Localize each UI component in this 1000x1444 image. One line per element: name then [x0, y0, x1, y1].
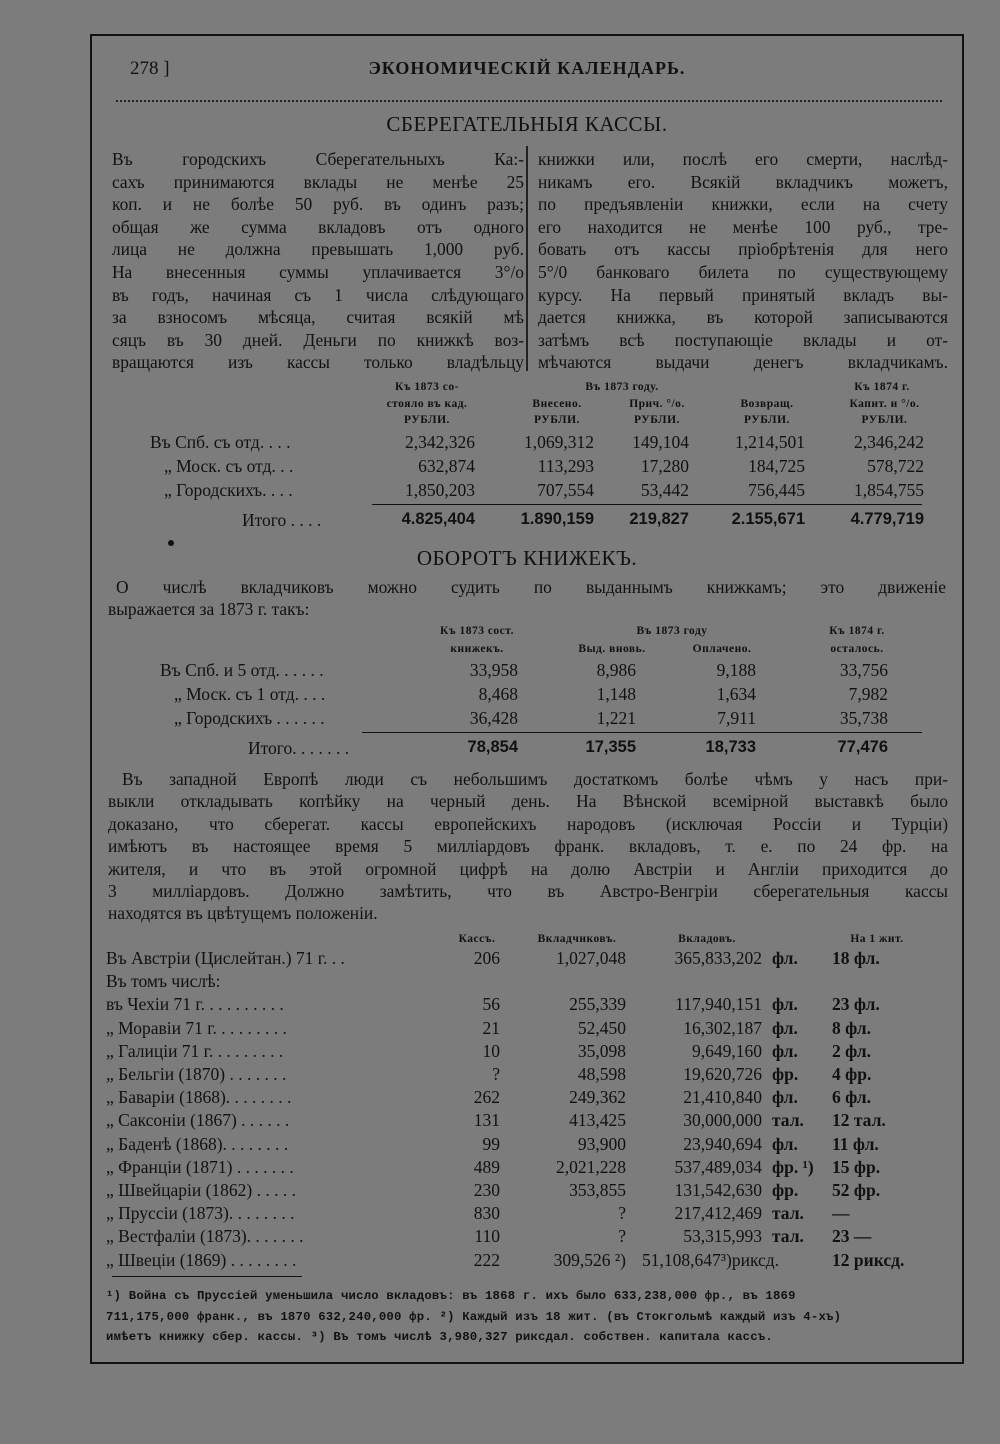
cell-per: 11 фл.: [832, 1133, 879, 1154]
table-row: [92, 684, 962, 708]
cell-kass: 830: [473, 1203, 500, 1224]
savings-table: [92, 380, 962, 540]
t3-header: Кассъ.: [458, 933, 496, 945]
t2-group-header: Къ 1873 сост.: [440, 625, 514, 637]
paragraph-line: доказано, что сберегат. кассы европейскихъ народовъ (исключая Россіи и Турціи): [108, 813, 948, 834]
text-line: по предъявленіи книжки, если на счету: [538, 194, 948, 215]
cell-value: 632,874: [418, 456, 475, 476]
cell-value: 149,104: [632, 432, 689, 452]
cell-value: 578,722: [867, 456, 924, 476]
t1-unit: РУБЛИ.: [534, 414, 580, 426]
footnote-line: имѣетъ книжку сбер. кассы. ³) Въ томъ числѣ 3,980,327 риксдал. собствен. капитала кассъ.: [106, 1330, 773, 1345]
cell-unit: фл.: [772, 1087, 798, 1108]
total-rule: [372, 504, 922, 505]
cell-kass: 206: [473, 948, 500, 968]
cell-kass: 110: [474, 1226, 500, 1247]
cell-value: 8,468: [478, 684, 518, 704]
cell-kass: 10: [482, 1040, 500, 1061]
paragraph-line: жителя, и что въ этой огромной цифрѣ на долю Австріи и Англіи приходится до: [108, 858, 948, 879]
cell-per: 12 риксд.: [832, 1249, 905, 1270]
cell-value: 17,280: [640, 456, 689, 476]
t1-group-header-1874: Къ 1874 г.: [854, 381, 910, 393]
cell-unit: фл.: [772, 1133, 798, 1154]
cell-sum: 131,542,630: [674, 1180, 762, 1200]
table-row: [92, 1018, 962, 1042]
cell-vklad: 52,450: [577, 1017, 626, 1038]
cell-value: 1,221: [596, 708, 636, 728]
paragraph-line: находятся въ цвѣтущемъ положеніи.: [108, 903, 378, 924]
t1-subheader: Прич. °/o.: [629, 398, 685, 410]
text-line: дается книжка, въ которой записываются: [538, 307, 948, 328]
cell-unit: фл.: [772, 1040, 798, 1061]
t2-group-header: Къ 1874 г.: [829, 625, 885, 637]
cell-vklad: 309,526 ²): [553, 1249, 626, 1270]
cell-sum: 16,302,187: [683, 1017, 762, 1038]
t1-subheader: стояло въ кад.: [386, 398, 468, 410]
total-value: 77,476: [837, 738, 888, 756]
text-line: его находится не менѣе 100 руб., тре-: [538, 216, 948, 237]
paragraph-line: имѣютъ въ настоящее время 5 милліардовъ франк. вкладовъ, т. е. по 24 фр. на: [108, 836, 948, 857]
text-line: На внесенныя суммы уплачивается 3°/o: [112, 261, 524, 282]
row-label: „ Бельгіи (1870) . . . . . . .: [106, 1064, 287, 1084]
row-label: „ Моск. съ 1 отд. . . .: [174, 684, 326, 704]
cell-kass: 21: [482, 1017, 500, 1038]
cell-sum: 23,940,694: [683, 1133, 762, 1154]
table-row: [92, 1203, 962, 1227]
cell-sum: 21,410,840: [683, 1087, 762, 1108]
t1-unit: РУБЛИ.: [404, 414, 450, 426]
table-row: [92, 994, 962, 1018]
cell-unit: фл.: [772, 1017, 798, 1038]
total-value: 1.890,159: [520, 510, 594, 528]
table-row: [92, 456, 962, 480]
cell-vklad: 1,027,048: [556, 948, 626, 968]
cell-kass: ?: [492, 1064, 500, 1084]
total-value: 78,854: [467, 738, 518, 756]
europe-paragraph: [108, 768, 948, 925]
total-value: 17,355: [585, 738, 636, 756]
table-row: [92, 1110, 962, 1134]
cell-value: 1,069,312: [524, 432, 594, 452]
text-line: общая же сумма вкладовъ отъ одного: [112, 216, 524, 237]
cell-vklad: 93,900: [577, 1133, 626, 1154]
row-label: „ Вестфаліи (1873). . . . . . .: [106, 1226, 304, 1247]
table-row: [92, 948, 962, 972]
t2-subheader: книжекъ.: [450, 643, 504, 655]
cell-sum: 19,620,726: [683, 1064, 762, 1084]
text-line: курсу. На первый принятый вкладъ вы-: [538, 284, 948, 305]
cell-value: 8,986: [596, 660, 636, 680]
cell-vklad: 353,855: [569, 1180, 626, 1200]
cell-per: —: [832, 1203, 850, 1224]
row-label: Въ Спб. съ отд. . . .: [150, 432, 291, 452]
cell-per: 15 фр.: [832, 1156, 881, 1177]
table-row: [92, 660, 962, 684]
text-line: за взносомъ мѣсяца, считая всякій мѣ: [112, 307, 524, 328]
cell-per: 23 фл.: [832, 994, 880, 1015]
row-label: „ Моск. съ отд. . .: [164, 456, 294, 476]
t1-subheader: Внесено.: [532, 398, 582, 410]
text-line: Въ городскихъ Сберегательныхъ Ка:-: [112, 149, 524, 169]
column-divider: [526, 146, 528, 371]
cell-per: 23 —: [832, 1226, 872, 1247]
row-label: „ Баденѣ (1868). . . . . . . .: [106, 1133, 289, 1154]
cell-value: 53,442: [640, 480, 689, 500]
text-line: никамъ его. Всякій вкладчикъ можетъ,: [538, 171, 948, 192]
cell-value: 2,346,242: [854, 432, 924, 452]
text-line: бовать отъ кассы пріобрѣтенія для него: [538, 239, 948, 260]
t1-group-header-year: Въ 1873 году.: [585, 381, 659, 393]
t1-unit: РУБЛИ.: [634, 414, 680, 426]
cell-value: 36,428: [469, 708, 518, 728]
page-number: 278 ]: [130, 58, 170, 79]
row-label: „ Городскихъ. . . .: [164, 480, 293, 500]
t2-subheader: осталось.: [830, 643, 884, 655]
paragraph-line: выкли откладывать копѣйку на черный день. На Вѣнской всемірной выставкѣ было: [108, 791, 948, 812]
cell-per: 52 фр.: [832, 1180, 881, 1200]
row-label: „ Городскихъ . . . . . .: [174, 708, 325, 728]
cell-value: 35,738: [839, 708, 888, 728]
text-line: сахъ принимаются вклады не менѣе 25: [112, 171, 524, 192]
table-row: [92, 1226, 962, 1250]
table-row: [92, 1087, 962, 1111]
t1-unit: РУБЛИ.: [861, 414, 908, 426]
cell-per: 4 фр.: [832, 1064, 872, 1084]
cell-value: 707,554: [537, 480, 594, 500]
text-line: мѣчаются выдачи денегъ вкладчикамъ.: [538, 352, 948, 373]
cell-value: 1,148: [596, 684, 636, 704]
t2-subheader: Оплачено.: [692, 643, 752, 655]
cell-vklad: ?: [618, 1203, 626, 1224]
row-label: „ Швейцаріи (1862) . . . . .: [106, 1180, 296, 1200]
total-label: Итого. . . . . . .: [248, 738, 350, 758]
cell-sum: 30,000,000: [683, 1110, 762, 1131]
table-row: [92, 432, 962, 456]
row-label: „ Галиціи 71 г. . . . . . . . .: [106, 1040, 284, 1061]
europe-savings-table: [92, 932, 962, 1272]
cell-value: 1,850,203: [405, 480, 475, 500]
cell-value: 184,725: [748, 456, 805, 476]
total-value: 18,733: [705, 738, 756, 756]
left-column-text: [112, 148, 524, 374]
row-label: Въ томъ числѣ:: [106, 971, 221, 992]
cell-sum: 537,489,034: [674, 1156, 762, 1177]
books-intro-line2: выражается за 1873 г. такъ:: [108, 599, 310, 619]
cell-kass: 262: [473, 1087, 500, 1108]
cell-sum: 217,412,469: [674, 1203, 762, 1224]
cell-sum: 117,940,151: [675, 994, 762, 1015]
text-line: лица не должна превышать 1,000 руб.: [112, 239, 524, 260]
cell-value: 1,854,755: [854, 480, 924, 500]
cell-unit: фр. ¹): [772, 1156, 814, 1177]
row-label: въ Чехіи 71 г. . . . . . . . . .: [106, 994, 284, 1015]
table-row: [92, 1250, 962, 1274]
t2-subheader: Выд. вновь.: [578, 643, 646, 655]
cell-unit: фл.: [772, 994, 798, 1015]
cell-value: 2,342,326: [405, 432, 475, 452]
table-row: [92, 1180, 962, 1204]
total-row: [92, 738, 962, 762]
cell-value: 756,445: [748, 480, 805, 500]
text-line: затѣмъ всѣ поступающіе вклады и от-: [538, 329, 948, 350]
total-value: 2.155,671: [731, 510, 805, 528]
cell-sum: 53,315,993: [683, 1226, 762, 1247]
row-label: „ Швеціи (1869) . . . . . . . .: [106, 1249, 297, 1270]
cell-kass: 489: [473, 1156, 500, 1177]
cell-unit: фр.: [772, 1180, 799, 1200]
cell-per: 8 фл.: [832, 1017, 871, 1038]
cell-value: 7,911: [717, 708, 756, 728]
cell-value: 33,756: [839, 660, 888, 680]
cell-vklad: 48,598: [577, 1064, 626, 1084]
cell-unit: тал.: [772, 1226, 804, 1247]
cell-unit: тал.: [772, 1203, 804, 1224]
row-label: Въ Спб. и 5 отд. . . . . .: [160, 660, 324, 680]
table-row: [92, 708, 962, 732]
t1-unit: РУБЛИ.: [744, 414, 790, 426]
total-value: 4.779,719: [850, 510, 924, 528]
t2-group-header: Въ 1873 году: [636, 625, 708, 637]
cell-per: 12 тал.: [832, 1110, 886, 1131]
t1-group-header-1873: Къ 1873 со-: [395, 381, 459, 393]
footnotes: [106, 1286, 948, 1348]
t3-header: Вкладчиковъ.: [537, 933, 617, 945]
t1-subheader: Возвращ.: [740, 398, 794, 410]
footnote-line: ¹) Война съ Пруссіей уменьшила число вкладовъ: въ 1868 г. ихъ было 633,238,000 фр., въ 1869: [106, 1289, 796, 1303]
row-label: „ Моравіи 71 г. . . . . . . . .: [106, 1017, 287, 1038]
row-label: „ Саксоніи (1867) . . . . . .: [106, 1110, 290, 1131]
page-header: [92, 44, 962, 88]
cell-sum: 365,833,202: [674, 948, 762, 968]
cell-kass: 56: [482, 994, 500, 1015]
cell-value: 1,214,501: [735, 432, 805, 452]
right-column-text: [538, 148, 948, 374]
cell-per: 2 фл.: [832, 1040, 871, 1061]
cell-value: 9,188: [716, 660, 756, 680]
cell-sum: 9,649,160: [692, 1040, 762, 1061]
total-rule: [362, 732, 922, 733]
cell-kass: 99: [482, 1133, 500, 1154]
cell-unit: фл.: [772, 948, 798, 968]
footnote-rule: [112, 1276, 302, 1277]
table-row: [92, 1064, 962, 1088]
cell-kass: 230: [473, 1180, 500, 1200]
total-row: [92, 510, 962, 534]
cell-vklad: ?: [618, 1226, 626, 1247]
row-label: „ Франціи (1871) . . . . . . .: [106, 1156, 294, 1177]
text-line: коп. и не болѣе 50 руб. въ одинъ разъ;: [112, 194, 524, 215]
cell-vklad: 249,362: [569, 1087, 626, 1108]
cell-unit: тал.: [772, 1110, 804, 1131]
cell-value: 1,634: [716, 684, 756, 704]
books-table: [92, 624, 962, 758]
cell-value: 33,958: [469, 660, 518, 680]
cell-value: 7,982: [848, 684, 888, 704]
row-label: „ Пруссіи (1873). . . . . . . .: [106, 1203, 295, 1224]
cell-vklad: 255,339: [569, 994, 626, 1015]
text-line: 5°/0 банковаго билета по существующему: [538, 261, 948, 282]
row-label: „ Баваріи (1868). . . . . . . .: [106, 1087, 292, 1108]
cell-vklad: 35,098: [577, 1040, 626, 1061]
total-value: 219,827: [629, 510, 689, 528]
table-row: [92, 1157, 962, 1181]
book-page: [90, 34, 964, 1364]
cell-value: 113,293: [537, 456, 594, 476]
cell-sum: 51,108,647³)риксд.: [642, 1249, 780, 1270]
cell-vklad: 2,021,228: [556, 1156, 626, 1177]
cell-unit: фр.: [772, 1064, 799, 1084]
total-value: 4.825,404: [401, 510, 475, 528]
cell-kass: 222: [473, 1249, 500, 1270]
cell-per: 18 фл.: [832, 948, 880, 968]
table-row: [92, 971, 962, 995]
paragraph-line: 3 милліардовъ. Должно замѣтить, что въ Австро-Венгріи сберегательныя кассы: [108, 881, 948, 902]
text-line: вращаются изъ кассы только владѣльцу: [112, 352, 524, 373]
section-title-books: ОБОРОТЪ КНИЖЕКЪ.: [416, 546, 638, 570]
t3-header: На 1 жит.: [850, 933, 904, 945]
text-line: въ годъ, начиная съ 1 числа слѣдующаго: [112, 284, 524, 305]
row-label: Въ Австріи (Цислейтан.) 71 г. . .: [106, 948, 345, 968]
paragraph-line: Въ западной Европѣ люди съ небольшимъ достаткомъ болѣе чѣмъ у насъ при-: [122, 769, 948, 789]
total-label: Итого . . . .: [242, 510, 322, 530]
section-title-savings: СБЕРЕГАТЕЛЬНЫЯ КАССЫ.: [386, 112, 668, 136]
cell-vklad: 413,425: [569, 1110, 626, 1131]
footnote-line: 711,175,000 франк., въ 1870 632,240,000 фр. ²) Каждый изъ 18 жит. (въ Стокгольмѣ каждый изъ 4-хъ): [106, 1309, 842, 1324]
header-divider: [116, 94, 942, 102]
table-row: [92, 480, 962, 504]
books-intro-line1: О числѣ вкладчиковъ можно судить по выданнымъ книжкамъ; это движеніе: [116, 577, 946, 597]
text-line: книжки или, послѣ его смерти, наслѣд-: [538, 149, 948, 169]
cell-per: 6 фл.: [832, 1087, 871, 1108]
t1-subheader: Капит. и °/o.: [849, 398, 920, 410]
t3-header: Вкладовъ.: [678, 933, 736, 945]
text-line: сяцъ въ 30 дней. Деньги по книжкѣ воз-: [112, 329, 524, 350]
cell-kass: 131: [473, 1110, 500, 1131]
table-row: [92, 1041, 962, 1065]
table-row: [92, 1134, 962, 1158]
running-title: ЭКОНОМИЧЕСКІЙ КАЛЕНДАРЬ.: [368, 58, 686, 78]
